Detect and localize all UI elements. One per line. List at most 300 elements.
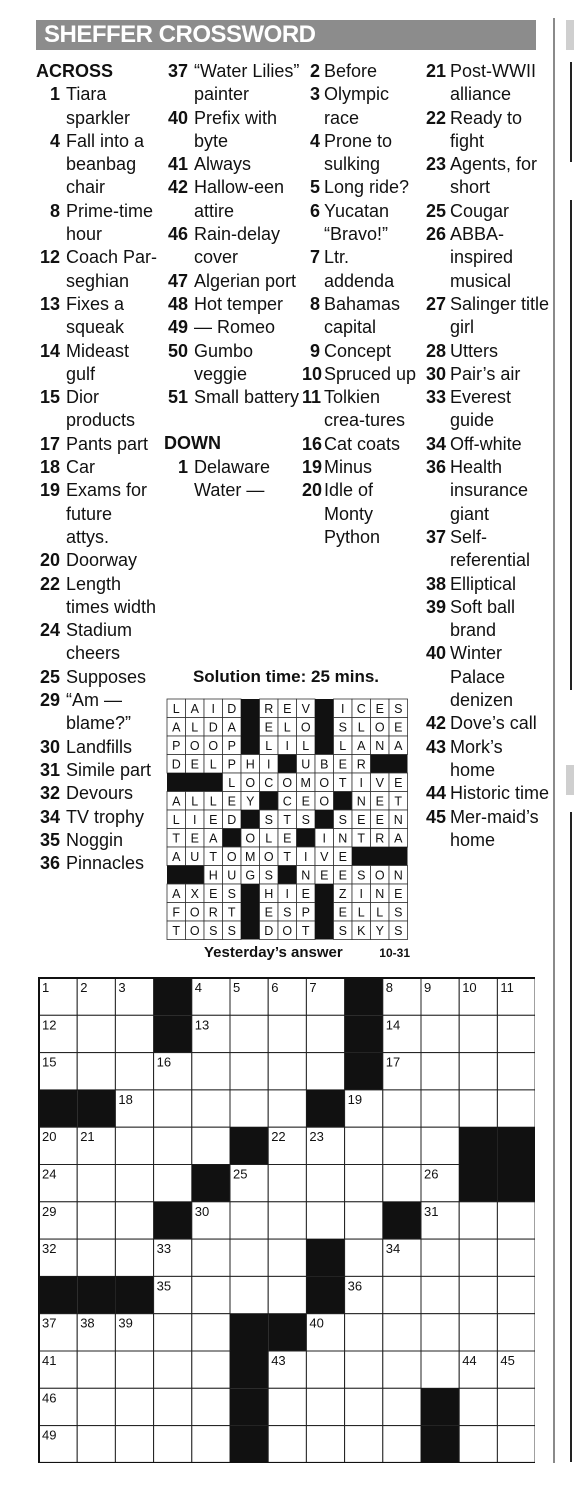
grid-cell[interactable] xyxy=(154,1090,192,1127)
cell-number: 35 xyxy=(156,1278,172,1294)
cell-number: 20 xyxy=(42,1129,57,1145)
grid-cell[interactable] xyxy=(459,1426,497,1463)
cell-number: 37 xyxy=(42,1315,57,1331)
yesterday-label: Yesterday’s answer xyxy=(204,944,343,961)
grid-cell[interactable] xyxy=(345,1202,383,1239)
grid-cell[interactable] xyxy=(77,1015,115,1052)
cell-number: 39 xyxy=(118,1315,133,1331)
clue-number: 27 xyxy=(425,293,446,314)
cell-number: 8 xyxy=(385,980,394,995)
clue-number: 26 xyxy=(425,224,446,245)
clue-number: 18 xyxy=(39,457,60,478)
grid-cell[interactable] xyxy=(115,1053,153,1090)
solution-letter: X xyxy=(190,887,199,901)
solution-letter: L xyxy=(191,794,199,809)
grid-cell[interactable] xyxy=(497,1426,535,1463)
grid-cell[interactable] xyxy=(192,1426,230,1463)
grid-cell[interactable] xyxy=(306,1351,344,1388)
solution-letter: V xyxy=(375,776,384,790)
cell-number: 40 xyxy=(309,1315,324,1331)
solution-letter: E xyxy=(301,794,310,809)
solution-letter: F xyxy=(172,905,181,920)
grid-cell[interactable] xyxy=(115,1239,153,1276)
solution-letter: S xyxy=(357,868,366,883)
cell-number: 6 xyxy=(271,980,279,995)
solution-letter: T xyxy=(283,813,292,827)
clue-number: 39 xyxy=(425,596,446,617)
grid-cell[interactable] xyxy=(77,1239,115,1276)
black-square xyxy=(383,1202,421,1239)
black-square xyxy=(230,1127,268,1164)
grid-cell[interactable] xyxy=(459,1053,497,1090)
grid-cell[interactable] xyxy=(383,1165,421,1202)
grid-cell[interactable] xyxy=(77,1165,115,1202)
clue-number: 8 xyxy=(49,200,60,221)
black-square xyxy=(315,718,334,737)
black-square xyxy=(421,1388,459,1425)
clue-text: Historic time xyxy=(450,783,550,804)
solution-letter: T xyxy=(301,924,310,938)
solution-letter: U xyxy=(227,868,237,883)
solution-letter: O xyxy=(374,868,385,883)
grid-cell[interactable] xyxy=(497,1015,535,1052)
grid-cell[interactable] xyxy=(115,1165,153,1202)
grid-cell[interactable] xyxy=(459,1276,497,1313)
black-square xyxy=(241,921,260,940)
clue-text: Off-white xyxy=(450,433,522,454)
clue-number: 22 xyxy=(425,107,446,128)
clue xyxy=(420,386,550,433)
grid-cell[interactable] xyxy=(154,1351,192,1388)
grid-cell[interactable] xyxy=(345,1165,383,1202)
clue xyxy=(36,573,160,620)
clue-number: 21 xyxy=(425,61,446,81)
clue-number: 37 xyxy=(167,61,188,81)
grid-cell[interactable] xyxy=(306,1015,344,1052)
clue-text: Post-WWII alliance xyxy=(450,61,536,105)
clue xyxy=(302,60,420,83)
grid-cell[interactable] xyxy=(154,1127,192,1164)
grid-cell[interactable] xyxy=(497,1053,535,1090)
clue-number: 24 xyxy=(39,620,60,641)
grid-cell[interactable] xyxy=(459,1314,497,1351)
clue-number: 29 xyxy=(39,690,60,711)
clue-text: Tiara sparkler xyxy=(66,84,131,128)
clue xyxy=(302,83,420,130)
clue xyxy=(164,340,304,387)
clue-number: 43 xyxy=(425,736,446,757)
black-square xyxy=(352,847,371,866)
clue xyxy=(420,363,550,386)
solution-letter: N xyxy=(375,887,385,901)
clue xyxy=(302,200,420,247)
black-square xyxy=(77,1276,115,1313)
solution-letter: O xyxy=(208,739,219,753)
solution-letter: H xyxy=(208,868,218,883)
grid-cell[interactable] xyxy=(268,1015,306,1052)
solution-letter: A xyxy=(357,739,366,753)
solution-letter: Y xyxy=(375,924,384,938)
clue-list xyxy=(36,83,160,875)
grid-cell[interactable] xyxy=(497,1090,535,1127)
grid-cell[interactable] xyxy=(497,1239,535,1276)
clue xyxy=(36,666,160,689)
grid-cell[interactable] xyxy=(268,1090,306,1127)
clue-text: Doorway xyxy=(66,550,138,571)
grid-cell[interactable] xyxy=(268,1426,306,1463)
clue-text: Fall into a beanbag chair xyxy=(66,130,145,198)
grid-cell[interactable] xyxy=(230,1202,268,1239)
solution-letter: E xyxy=(190,757,199,772)
grid-cell[interactable] xyxy=(192,1090,230,1127)
cell-number: 36 xyxy=(347,1278,363,1294)
clue xyxy=(420,433,550,456)
solution-letter: S xyxy=(394,924,403,938)
clue-text: Mer-maid’s home xyxy=(450,806,539,850)
solution-letter: V xyxy=(320,850,329,864)
solution-letter: C xyxy=(356,702,366,716)
solution-letter: S xyxy=(227,887,236,901)
grid-cell[interactable] xyxy=(345,1314,383,1351)
clue xyxy=(36,456,160,479)
clue xyxy=(420,712,550,735)
solution-letter: R xyxy=(375,831,385,846)
clue-number: 38 xyxy=(425,573,446,594)
grid-cell[interactable] xyxy=(306,1388,344,1425)
black-square xyxy=(371,847,390,866)
solution-letter: C xyxy=(282,794,292,809)
grid-cell[interactable] xyxy=(115,1351,153,1388)
grid-cell[interactable] xyxy=(306,1202,344,1239)
black-square xyxy=(278,755,297,774)
clue xyxy=(420,60,550,107)
grid-cell[interactable] xyxy=(192,1053,230,1090)
black-square xyxy=(421,1426,459,1463)
grid-cell[interactable] xyxy=(459,1202,497,1239)
solution-letter: S xyxy=(227,924,236,938)
black-square xyxy=(345,1053,383,1090)
solution-letter: Y xyxy=(246,794,255,809)
grid-cell[interactable] xyxy=(192,1314,230,1351)
solution-letter: D xyxy=(227,702,237,716)
solution-letter: L xyxy=(283,720,291,735)
clue-text: Long ride? xyxy=(324,177,410,198)
clue xyxy=(164,386,304,409)
solution-letter: N xyxy=(393,868,403,883)
clue xyxy=(36,852,160,875)
clue-number: 17 xyxy=(39,433,60,454)
solution-letter: I xyxy=(285,887,289,901)
clue-number: 30 xyxy=(39,736,60,757)
black-square xyxy=(154,1202,192,1239)
clue-column-2 xyxy=(164,60,304,502)
grid-cell[interactable] xyxy=(230,1276,268,1313)
grid-cell[interactable] xyxy=(268,1239,306,1276)
grid-cell[interactable] xyxy=(230,1239,268,1276)
grid-cell[interactable] xyxy=(459,1090,497,1127)
grid-cell[interactable] xyxy=(306,1053,344,1090)
clue xyxy=(36,200,160,247)
grid-cell[interactable] xyxy=(421,1276,459,1313)
clue-number: 28 xyxy=(425,340,446,361)
solution-letter: D xyxy=(264,924,274,938)
yesterday-date: 10-31 xyxy=(379,946,410,960)
puzzle-title: SHEFFER CROSSWORD xyxy=(44,21,316,48)
clue xyxy=(36,549,160,572)
clue-column-4 xyxy=(420,60,550,852)
clue xyxy=(302,433,420,456)
solution-letter: L xyxy=(265,831,273,846)
solution-letter: P xyxy=(301,905,310,920)
clue-text: Minus xyxy=(324,457,373,478)
solution-letter: D xyxy=(171,757,181,772)
grid-cell[interactable] xyxy=(497,1314,535,1351)
solution-letter: A xyxy=(227,720,236,735)
solution-letter: M xyxy=(245,850,256,864)
grid-cell[interactable] xyxy=(115,1426,153,1463)
grid-cell[interactable] xyxy=(383,1314,421,1351)
solution-letter: E xyxy=(320,868,329,883)
solution-letter: E xyxy=(394,887,403,901)
clue xyxy=(420,340,550,363)
grid-cell[interactable] xyxy=(383,1426,421,1463)
clue-text: Soft ball brand xyxy=(450,596,516,641)
black-square xyxy=(497,1165,535,1202)
grid-cell[interactable] xyxy=(115,1127,153,1164)
grid-cell[interactable] xyxy=(230,1015,268,1052)
clue-text: Everest guide xyxy=(450,387,512,431)
solution-letter: S xyxy=(338,813,347,827)
grid-cell[interactable] xyxy=(497,1276,535,1313)
black-square xyxy=(345,1015,383,1052)
grid-cell[interactable] xyxy=(383,1351,421,1388)
grid-cell[interactable] xyxy=(192,1351,230,1388)
black-square xyxy=(306,1276,344,1313)
solution-letter: O xyxy=(245,831,256,846)
grid-cell[interactable] xyxy=(306,1426,344,1463)
clue-number: 10 xyxy=(302,363,323,384)
solution-letter: I xyxy=(322,831,326,846)
grid-cell[interactable] xyxy=(192,1388,230,1425)
black-square xyxy=(230,1351,268,1388)
clue-text: Noggin xyxy=(66,829,124,850)
clue-text: “Am — blame?” xyxy=(66,690,132,734)
clue-text: Rain-delay cover xyxy=(194,224,281,268)
grid-cell[interactable] xyxy=(421,1314,459,1351)
solution-letter: O xyxy=(189,905,200,920)
black-square xyxy=(241,903,260,922)
solution-letter: E xyxy=(283,702,292,716)
solution-letter: L xyxy=(302,739,310,753)
clue xyxy=(36,433,160,456)
clue xyxy=(420,107,550,154)
grid-cell[interactable] xyxy=(268,1165,306,1202)
cell-number: 10 xyxy=(462,980,477,995)
grid-cell[interactable] xyxy=(77,1426,115,1463)
solution-letter: U xyxy=(190,850,200,864)
grid-cell[interactable] xyxy=(77,1388,115,1425)
solution-letter: A xyxy=(209,831,218,846)
grid-cell[interactable] xyxy=(345,1127,383,1164)
black-square xyxy=(230,1314,268,1351)
grid-cell[interactable] xyxy=(115,1202,153,1239)
grid-cell[interactable] xyxy=(77,1053,115,1090)
clue-text: Bahamas capital xyxy=(324,293,401,338)
clue xyxy=(36,806,160,829)
grid-cell[interactable] xyxy=(268,1276,306,1313)
edge-fragment xyxy=(570,200,572,690)
grid-cell[interactable] xyxy=(154,1165,192,1202)
clue-text: Yucatan “Bravo!” xyxy=(324,200,390,245)
solution-letter: T xyxy=(172,924,181,938)
black-square xyxy=(315,903,334,922)
clue-text: Landfills xyxy=(66,736,133,757)
clue xyxy=(420,596,550,643)
yesterday-solution-grid xyxy=(166,698,408,940)
clue xyxy=(36,246,160,293)
clue xyxy=(420,806,550,853)
black-square xyxy=(315,921,334,940)
clue xyxy=(164,176,304,223)
clue-number: 48 xyxy=(167,293,188,314)
solution-letter: T xyxy=(357,831,366,846)
cell-number: 33 xyxy=(156,1241,172,1257)
solution-letter: N xyxy=(375,739,385,753)
grid-cell[interactable] xyxy=(421,1053,459,1090)
solution-letter: S xyxy=(394,702,403,716)
grid-cell[interactable] xyxy=(459,1015,497,1052)
clue xyxy=(36,689,160,736)
solution-letter: C xyxy=(264,776,274,790)
grid-cell[interactable] xyxy=(230,1090,268,1127)
grid-cell[interactable] xyxy=(192,1127,230,1164)
black-square xyxy=(497,1127,535,1164)
grid-cell[interactable] xyxy=(421,1239,459,1276)
solution-letter: V xyxy=(301,702,310,716)
clue xyxy=(420,200,550,223)
clue xyxy=(420,293,550,340)
grid-cell[interactable] xyxy=(421,1090,459,1127)
grid-cell[interactable] xyxy=(345,1426,383,1463)
solution-letter: O xyxy=(226,850,237,864)
grid-cell[interactable] xyxy=(268,1388,306,1425)
grid-cell[interactable] xyxy=(268,1202,306,1239)
grid-cell[interactable] xyxy=(268,1053,306,1090)
solution-letter: A xyxy=(394,831,403,846)
solution-letter: N xyxy=(301,868,311,883)
cell-number: 24 xyxy=(42,1166,57,1182)
grid-cell[interactable] xyxy=(154,1426,192,1463)
grid-cell[interactable] xyxy=(421,1015,459,1052)
solution-letter: A xyxy=(172,794,181,809)
grid-cell[interactable] xyxy=(115,1015,153,1052)
grid-cell[interactable] xyxy=(459,1239,497,1276)
grid-cell[interactable] xyxy=(383,1388,421,1425)
black-square xyxy=(204,773,223,792)
clue xyxy=(420,153,550,200)
cell-number: 7 xyxy=(309,980,317,995)
clue xyxy=(36,340,160,387)
grid-cell[interactable] xyxy=(345,1239,383,1276)
cell-number: 19 xyxy=(347,1091,363,1107)
grid-cell[interactable] xyxy=(459,1388,497,1425)
clue-text: Concept xyxy=(324,340,392,361)
clue-number: 44 xyxy=(425,783,446,804)
clue xyxy=(36,386,160,433)
clue xyxy=(164,316,304,339)
grid-cell[interactable] xyxy=(345,1351,383,1388)
cell-number: 25 xyxy=(233,1166,248,1182)
solution-letter: R xyxy=(356,757,366,772)
cell-number: 32 xyxy=(42,1241,57,1257)
black-square xyxy=(154,978,192,1015)
cell-number: 2 xyxy=(80,980,88,995)
grid-cell[interactable] xyxy=(306,1165,344,1202)
grid-cell[interactable] xyxy=(115,1388,153,1425)
black-square xyxy=(334,792,353,811)
solution-letter: E xyxy=(190,831,199,846)
black-square xyxy=(241,736,260,755)
clue-number: 35 xyxy=(39,829,60,850)
solution-letter: T xyxy=(283,850,292,864)
grid-cell[interactable] xyxy=(154,1314,192,1351)
clue-list xyxy=(302,60,420,549)
clue xyxy=(302,363,420,386)
grid-cell[interactable] xyxy=(383,1276,421,1313)
grid-cell[interactable] xyxy=(421,1127,459,1164)
black-square xyxy=(306,1090,344,1127)
solution-letter: L xyxy=(339,739,347,753)
grid-cell[interactable] xyxy=(345,1388,383,1425)
clue-text: Prefix with byte xyxy=(194,107,278,151)
clue-number: 42 xyxy=(425,713,446,734)
grid-cell[interactable] xyxy=(421,1351,459,1388)
grid-cell[interactable] xyxy=(77,1202,115,1239)
grid-cell[interactable] xyxy=(497,1388,535,1425)
grid-cell[interactable] xyxy=(497,1202,535,1239)
clue-number: 33 xyxy=(425,387,446,408)
solution-letter: O xyxy=(189,739,200,753)
cell-number: 30 xyxy=(194,1203,210,1219)
black-square xyxy=(167,773,186,792)
clue-text: Agents, for short xyxy=(450,154,538,198)
grid-cell[interactable] xyxy=(154,1388,192,1425)
clue xyxy=(36,829,160,852)
solution-letter: L xyxy=(209,794,217,809)
cell-number: 22 xyxy=(271,1129,286,1145)
grid-cell[interactable] xyxy=(192,1239,230,1276)
down-heading: DOWN xyxy=(164,433,221,454)
clue-text: Idle of Monty Python xyxy=(324,480,381,547)
clue xyxy=(302,130,420,177)
grid-cell[interactable] xyxy=(383,1127,421,1164)
clue-text: Self-referential xyxy=(450,526,531,571)
grid-cell[interactable] xyxy=(383,1090,421,1127)
clue-number: 31 xyxy=(39,759,60,780)
solution-letter: E xyxy=(301,887,310,901)
solution-letter: O xyxy=(319,776,330,790)
clue-number: 25 xyxy=(39,666,60,687)
cell-number: 16 xyxy=(156,1054,172,1070)
grid-cell[interactable] xyxy=(77,1351,115,1388)
clue xyxy=(164,107,304,154)
grid-cell[interactable] xyxy=(192,1276,230,1313)
grid-cell[interactable] xyxy=(230,1053,268,1090)
clue-number: 7 xyxy=(309,247,320,268)
clue xyxy=(164,270,304,293)
solution-letter: D xyxy=(227,813,237,827)
cell-number: 43 xyxy=(271,1353,286,1368)
